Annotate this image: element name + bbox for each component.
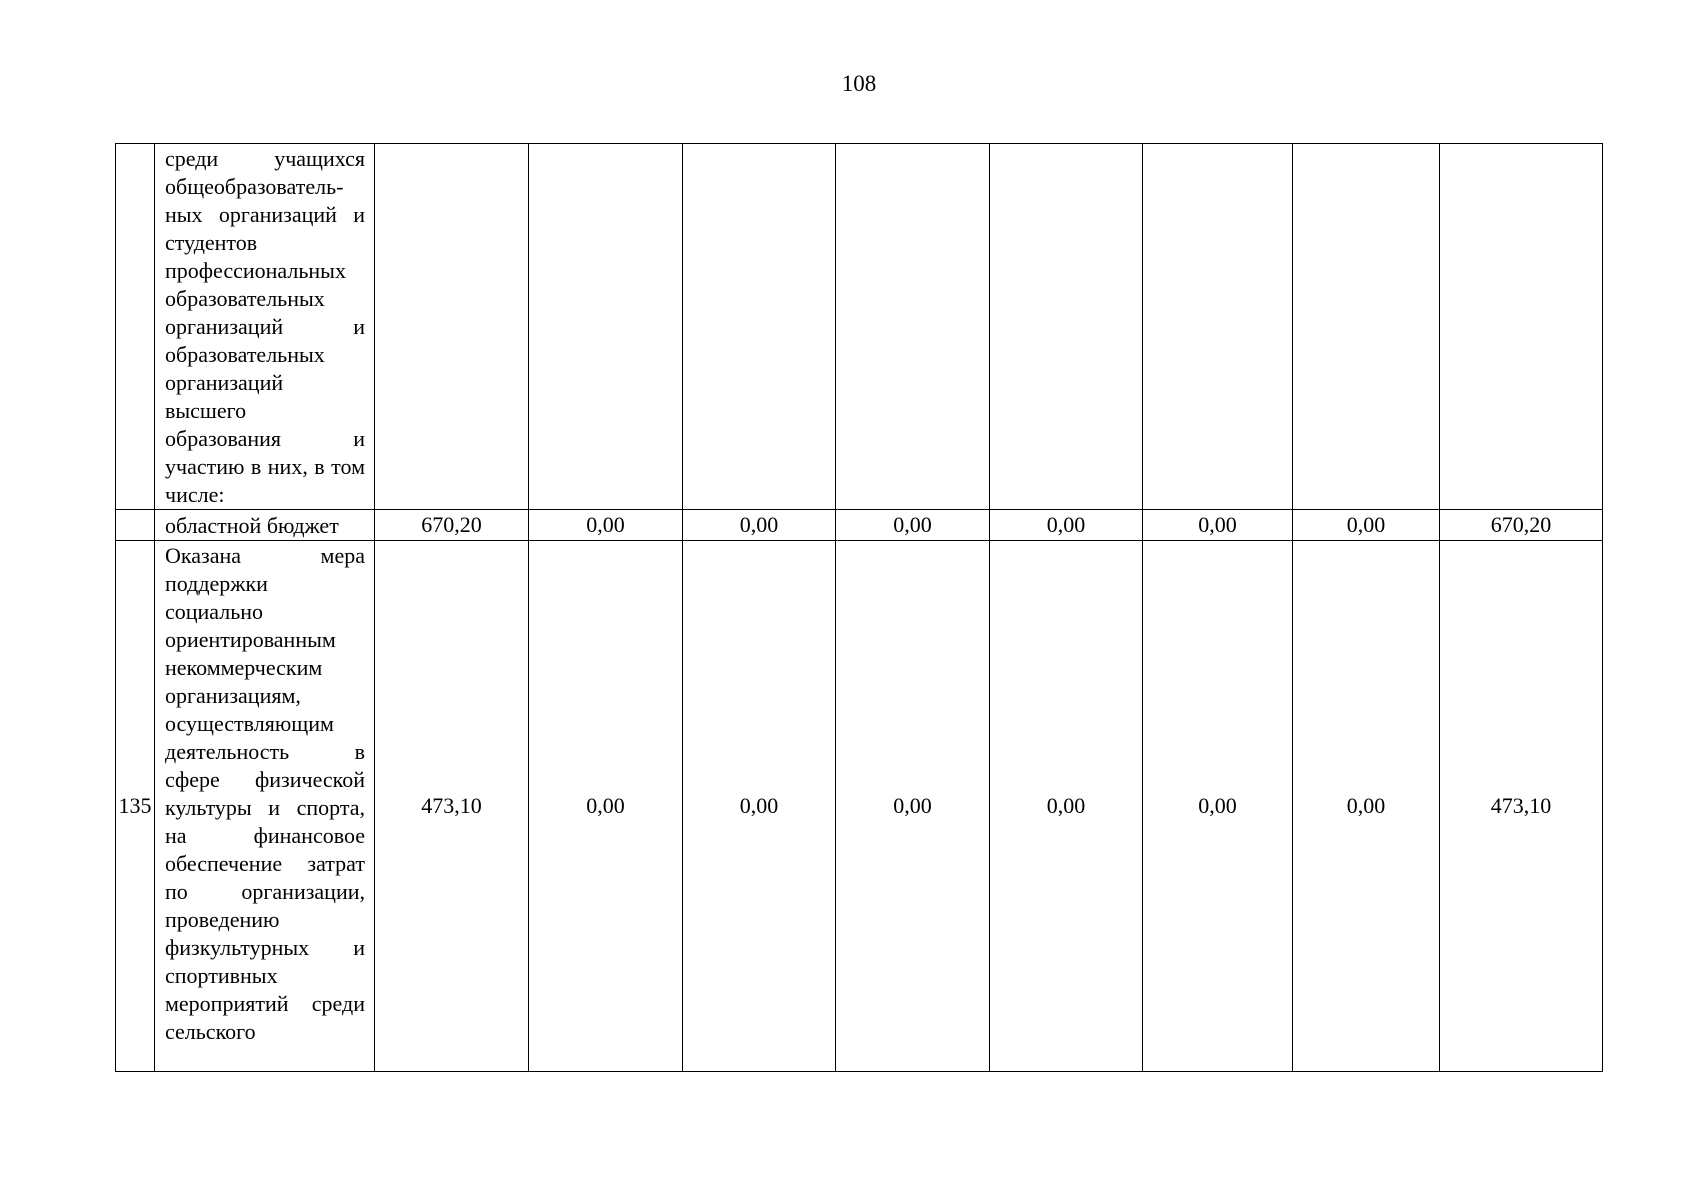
value-cell: 0,00 [836, 510, 990, 541]
row-number-cell [116, 510, 155, 541]
table-row [116, 510, 1603, 541]
value-cell: 0,00 [990, 541, 1143, 1072]
value-cell [683, 144, 836, 510]
value-cell: 0,00 [836, 541, 990, 1072]
value-cell: 0,00 [1293, 510, 1440, 541]
value-cell: 0,00 [683, 510, 836, 541]
value-cell: 0,00 [1143, 541, 1293, 1072]
table-row [116, 541, 1603, 1072]
value-cell: 0,00 [990, 510, 1143, 541]
value-cell: 670,20 [1440, 510, 1603, 541]
value-cell [1143, 144, 1293, 510]
table-row [116, 144, 1603, 510]
value-cell: 0,00 [529, 510, 683, 541]
budget-table [115, 143, 1603, 1072]
value-cell [529, 144, 683, 510]
value-cell: 473,10 [375, 541, 529, 1072]
row-number-cell: 135 [116, 541, 155, 1072]
value-cell [375, 144, 529, 510]
value-cell: 0,00 [1293, 541, 1440, 1072]
page-number: 108 [841, 71, 877, 96]
description-cell: среди учащихся общеобразователь-ных организаций и студентов профессиональных образовательных организаций и образовательных организаций высшего образования и участию в них, в том числе: [155, 144, 375, 510]
value-cell: 0,00 [1143, 510, 1293, 541]
value-cell: 473,10 [1440, 541, 1603, 1072]
value-cell [1440, 144, 1603, 510]
row-number-cell [116, 144, 155, 510]
value-cell [836, 144, 990, 510]
value-cell [990, 144, 1143, 510]
description-cell: областной бюджет [155, 510, 375, 541]
value-cell: 0,00 [683, 541, 836, 1072]
value-cell [1293, 144, 1440, 510]
description-cell: Оказана мера поддержки социально ориентированным некоммерческим организациям, осуществляющим деятельность в сфере физической культуры и спорта, на финансовое обеспечение затрат по организации, проведению физкультурных и спортивных мероприятий среди сельского [155, 541, 375, 1072]
value-cell: 670,20 [375, 510, 529, 541]
value-cell: 0,00 [529, 541, 683, 1072]
